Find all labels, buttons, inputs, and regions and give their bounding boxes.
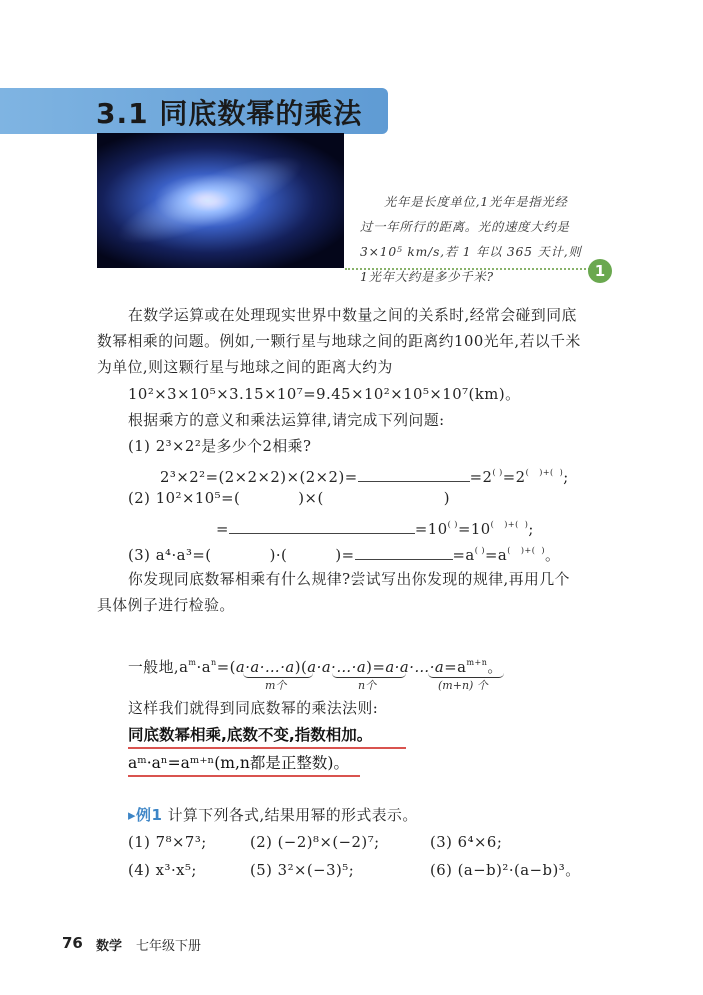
plus-sign: )+(	[539, 468, 554, 477]
example-item: (2) (−2)⁸×(−2)⁷;	[250, 834, 380, 851]
example-label: ▸例1	[128, 806, 163, 824]
exponent-blank[interactable]: ( )+( )	[490, 520, 529, 529]
work-tail: =10	[457, 521, 491, 538]
example-heading	[128, 802, 608, 829]
exponent-blank[interactable]: ( )+( )	[525, 468, 564, 477]
question-text: 10²×10⁵=(	[155, 490, 241, 507]
work-tail: =a	[485, 547, 508, 564]
answer-blank[interactable]	[229, 519, 415, 534]
question-text: )=	[335, 547, 355, 564]
rule-formula: aᵐ·aⁿ=aᵐ⁺ⁿ(m,n都是正整数)。	[128, 751, 360, 777]
work-tail: =2	[469, 469, 493, 486]
intro-line: 在数学运算或在处理现实世界中数量之间的关系时,经常会碰到同底	[128, 307, 577, 324]
intro-instruction: 根据乘方的意义和乘法运算律,请完成下列问题:	[128, 412, 445, 429]
exponent: m+n	[466, 658, 488, 667]
rule-lead: 这样我们就得到同底数幂的乘法法则:	[128, 700, 379, 717]
exponent-blank[interactable]: ( )+( )	[507, 546, 545, 555]
intro-formula: 10²×3×10⁵×3.15×10⁷=9.45×10²×10⁵×10⁷(km)。	[128, 386, 521, 403]
sidebar-line: 光年是长度单位,1光年是指光经	[384, 195, 568, 209]
footer-book: 七年级下册	[136, 939, 202, 954]
exponent-blank[interactable]: ( )	[447, 520, 458, 529]
underbrace-label: m个	[265, 679, 287, 692]
factor-group: a·a·…·a	[235, 659, 295, 676]
discover-line: 具体例子进行检验。	[97, 597, 235, 614]
formula-text: ·a	[196, 659, 212, 676]
work-tail: 。	[544, 547, 561, 564]
page-number: 76	[62, 934, 83, 952]
footer-subject: 数学	[96, 939, 123, 954]
formula-text: 一般地,a	[128, 659, 189, 676]
sidebar-line: 3×10⁵ km/s,若 1 年以 365 天计,则	[360, 245, 582, 259]
formula-text: =a	[444, 659, 467, 676]
sidebar-note	[360, 190, 606, 290]
plus-sign: )+(	[504, 520, 519, 529]
question-text: a⁴·a³=(	[155, 547, 212, 564]
example-item: (1) 7⁸×7³;	[128, 834, 207, 851]
formula-text: )=	[366, 659, 386, 676]
section-title: 3.1 同底数幂的乘法	[96, 97, 363, 130]
question-label: (3)	[128, 547, 151, 564]
work-tail: =10	[414, 521, 448, 538]
plus-sign: )+(	[520, 546, 536, 555]
work-expression: 2³×2²=(2×2×2)×(2×2)=	[160, 469, 358, 486]
discover-line: 你发现同底数幂相乘有什么规律?尝试写出你发现的规律,再用几个	[128, 571, 570, 588]
exponent-blank[interactable]: ( )	[474, 546, 486, 555]
work-tail: =a	[452, 547, 475, 564]
example-item: (6) (a−b)²·(a−b)³。	[430, 862, 581, 879]
exponent: n	[211, 658, 217, 667]
question-text: 2³×2²是多少个2相乘?	[155, 438, 312, 455]
exponent: m	[188, 658, 197, 667]
exponent-blank[interactable]: ( )	[492, 468, 503, 477]
question-2	[128, 486, 608, 512]
sidebar-line: 1光年大约是多少千米?	[360, 270, 494, 284]
underbrace-label: n个	[358, 679, 377, 692]
intro-line: 数幂相乘的问题。例如,一颗行星与地球之间的距离约100光年,若以千米	[97, 333, 581, 350]
factor-group: a·a·…·a	[307, 659, 367, 676]
answer-blank[interactable]	[358, 467, 470, 482]
example-instruction: 计算下列各式,结果用幂的形式表示。	[167, 807, 418, 824]
sidebar-line: 过一年所行的距离。光的速度大约是	[360, 220, 570, 234]
underbrace-label: (m+n) 个	[438, 679, 488, 692]
question-label: (2)	[128, 490, 151, 507]
work-expression: =	[216, 521, 229, 538]
work-tail: =2	[502, 469, 526, 486]
work-tail: ;	[563, 469, 569, 486]
question-3	[128, 538, 608, 569]
example-item: (4) x³·x⁵;	[128, 862, 197, 879]
answer-blank[interactable]	[355, 545, 453, 560]
question-text: )×(	[298, 490, 324, 507]
question-text: )	[443, 490, 451, 507]
number-badge: 1	[588, 259, 612, 283]
question-text: )·(	[269, 547, 288, 564]
dotted-divider	[345, 268, 590, 270]
example-item: (3) 6⁴×6;	[430, 834, 503, 851]
question-1	[128, 434, 608, 460]
formula-text: 。	[487, 659, 503, 676]
multiplication-rule: 同底数幂相乘,底数不变,指数相加。	[128, 723, 406, 749]
question-label: (1)	[128, 438, 151, 455]
intro-line: 为单位,则这颗行星与地球之间的距离大约为	[97, 359, 393, 376]
work-tail: ;	[528, 521, 534, 538]
formula-text: )(	[294, 659, 308, 676]
factor-group: a·a·…·a	[385, 659, 445, 676]
example-item: (5) 3²×(−3)⁵;	[250, 862, 355, 879]
formula-text: =(	[216, 659, 236, 676]
